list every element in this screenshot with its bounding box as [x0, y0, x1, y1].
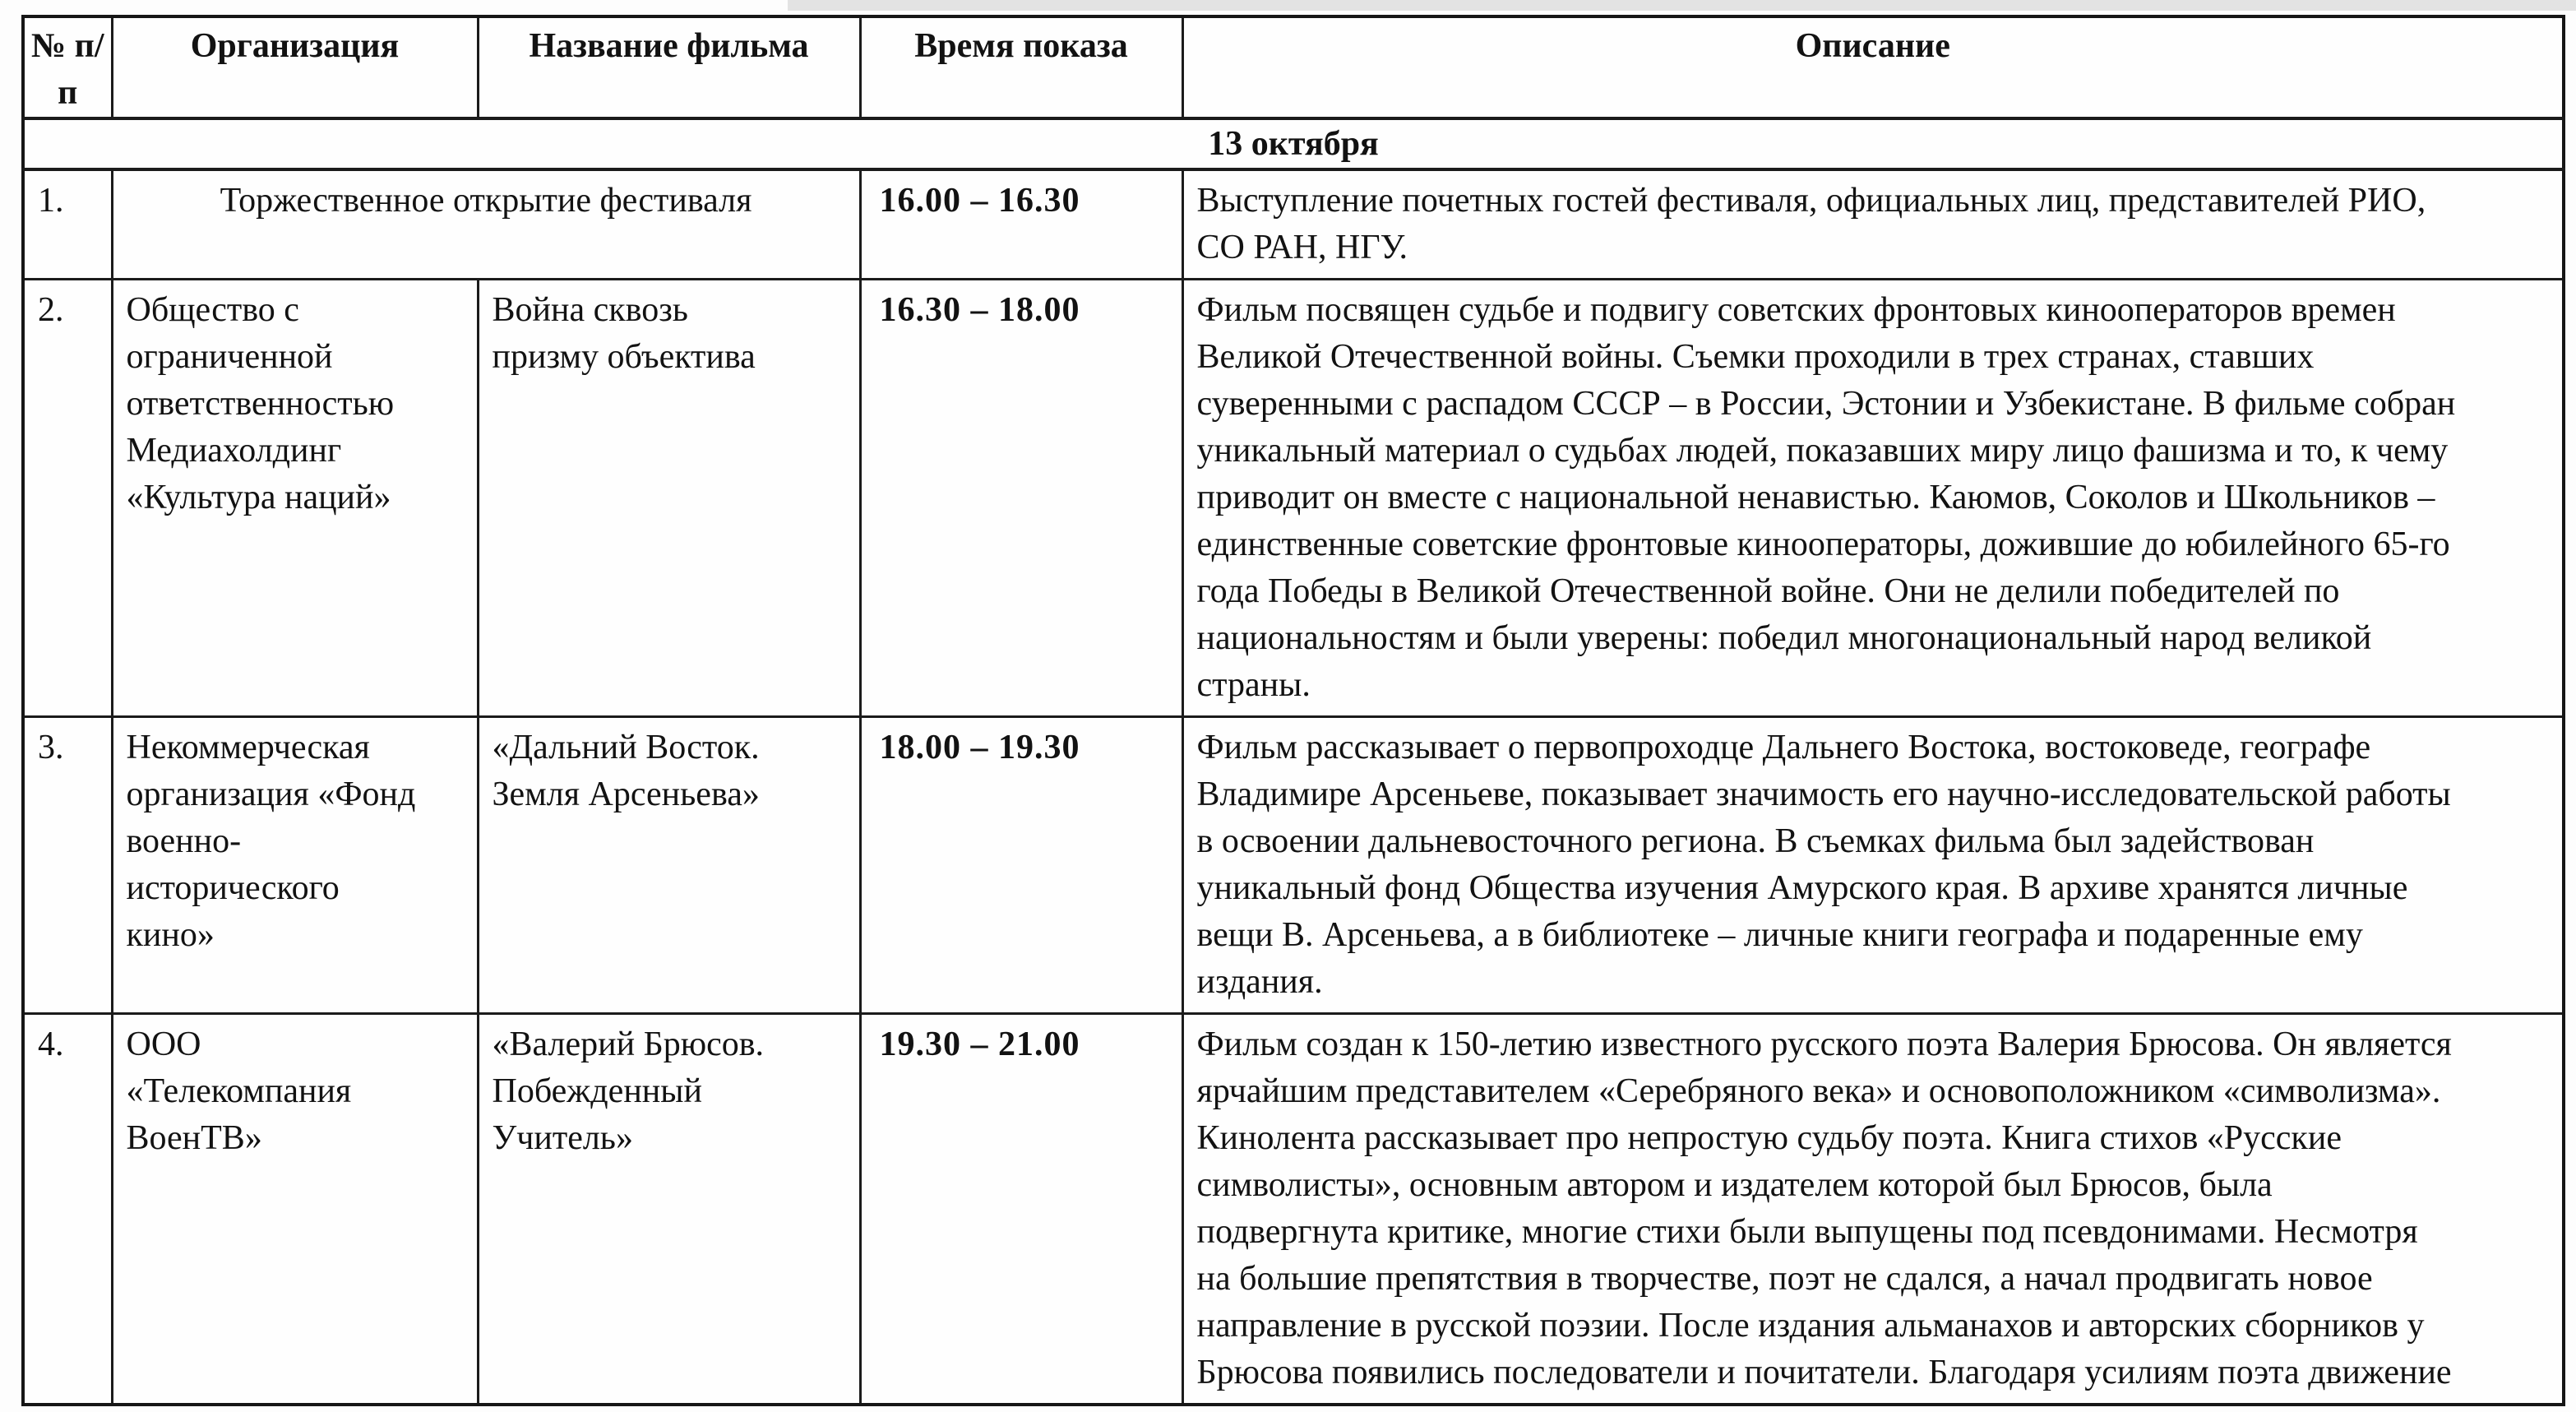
description-cell: Выступление почетных гостей фестиваля, официальных лиц, представителей РИО, СО РАН, НГУ.	[1182, 169, 2564, 280]
description-cell: Фильм создан к 150-летию известного русского поэта Валерия Брюсова. Он является ярчайшим представителем «Серебряного века» и основоположником «символизма». Кинолента рассказывает про непростую судьбу поэта. Книга стихов «Русские символисты», основным автором и издателем которой был Брюсов, была подвергнута критике, многие стихи были выпущены под псевдонимами. Несмотря на большие препятствия в творчестве, поэт не сдался, а начал продвигать новое направление в русской поэзии. После издания альманахов и авторских сборников у Брюсова появились последователи и почитатели. Благодаря усилиям поэта движение	[1182, 1014, 2564, 1405]
table-row	[23, 169, 2564, 280]
show-time-cell: 16.00 – 16.30	[860, 169, 1182, 280]
date-section-label: 13 октября	[23, 118, 2564, 169]
table-row	[23, 717, 2564, 1014]
film-title-cell: «Валерий Брюсов. Побежденный Учитель»	[478, 1014, 860, 1405]
film-title-cell: Война сквозь призму объектива	[478, 280, 860, 717]
column-header-description: Описание	[1182, 16, 2564, 118]
column-header-show-time: Время показа	[860, 16, 1182, 118]
show-time-cell: 18.00 – 19.30	[860, 717, 1182, 1014]
organization-cell: Некоммерческая организация «Фонд военно-исторического кино»	[112, 717, 478, 1014]
festival-schedule-table	[21, 15, 2565, 1406]
row-number-cell: 1.	[23, 169, 112, 280]
date-section-row	[23, 118, 2564, 169]
column-header-organization: Организация	[112, 16, 478, 118]
description-cell: Фильм посвящен судьбе и подвигу советских фронтовых кинооператоров времен Великой Отечественной войны. Съемки проходили в трех странах, ставших суверенными с распадом СССР – в России, Эстонии и Узбекистане. В фильме собран уникальный материал о судьбах людей, показавших миру лицо фашизма и то, к чему приводит он вместе с национальной ненавистью. Каюмов, Соколов и Школьников – единственные советские фронтовые кинооператоры, дожившие до юбилейного 65-го года Победы в Великой Отечественной войне. Они не делили победителей по национальностям и были уверены: победил многонациональный народ великой страны.	[1182, 280, 2564, 717]
show-time-cell: 16.30 – 18.00	[860, 280, 1182, 717]
row-number-cell: 3.	[23, 717, 112, 1014]
event-title-cell: Торжественное открытие фестиваля	[112, 169, 860, 280]
organization-cell: ООО «Телекомпания ВоенТВ»	[112, 1014, 478, 1405]
film-title-cell: «Дальний Восток. Земля Арсеньева»	[478, 717, 860, 1014]
column-header-film-title: Название фильма	[478, 16, 860, 118]
show-time-cell: 19.30 – 21.00	[860, 1014, 1182, 1405]
organization-cell: Общество с ограниченной ответственностью Медиахолдинг «Культура наций»	[112, 280, 478, 717]
scan-artifact-strip	[788, 0, 2576, 11]
description-cell: Фильм рассказывает о первопроходце Дальнего Востока, востоковеде, географе Владимире Арсеньеве, показывает значимость его научно-исследовательской работы в освоении дальневосточного региона. В съемках фильма был задействован уникальный фонд Общества изучения Амурского края. В архиве хранятся личные вещи В. Арсеньева, а в библиотеке – личные книги географа и подаренные ему издания.	[1182, 717, 2564, 1014]
table-row	[23, 1014, 2564, 1405]
column-header-num: № п/п	[23, 16, 112, 118]
row-number-cell: 2.	[23, 280, 112, 717]
table-row	[23, 280, 2564, 717]
row-number-cell: 4.	[23, 1014, 112, 1405]
table-header-row	[23, 16, 2564, 118]
